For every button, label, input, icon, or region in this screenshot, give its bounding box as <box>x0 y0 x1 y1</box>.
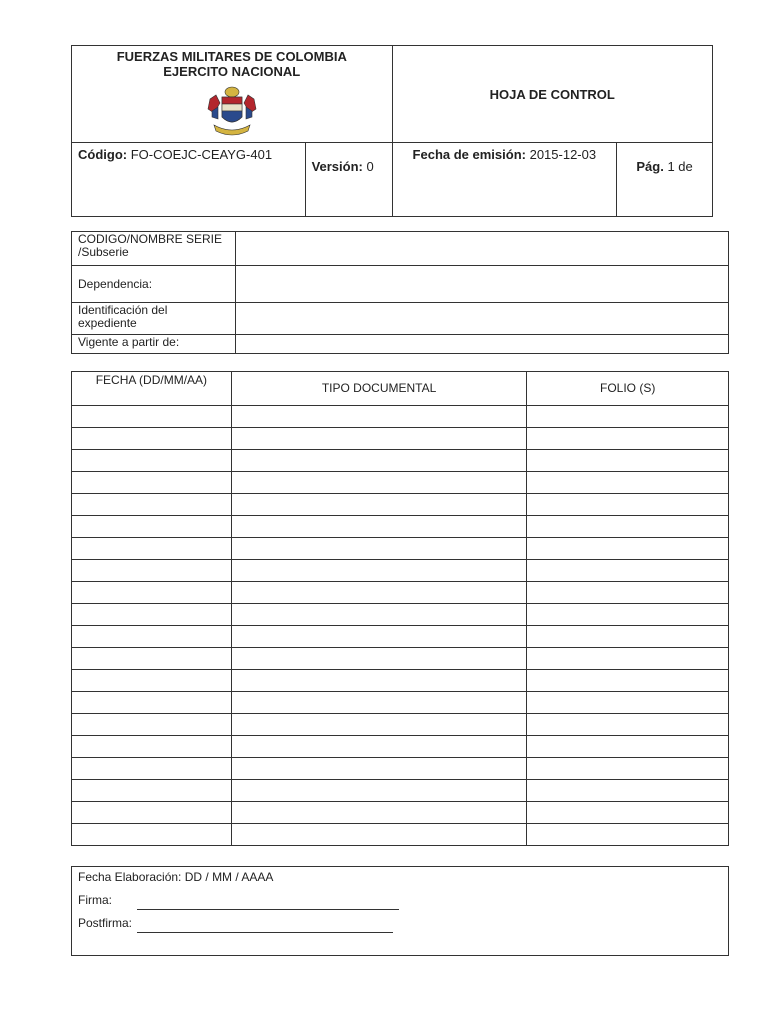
firma-line <box>78 892 722 915</box>
table-row <box>72 670 729 692</box>
tipo-cell[interactable] <box>231 428 527 450</box>
fecha-cell[interactable] <box>72 802 232 824</box>
fecha-emision-value: 2015-12-03 <box>529 147 597 162</box>
fecha-cell[interactable] <box>72 538 232 560</box>
folio-cell[interactable] <box>527 494 729 516</box>
folio-cell[interactable] <box>527 824 729 846</box>
postfirma-label: Postfirma: <box>78 916 133 930</box>
tipo-cell[interactable] <box>231 758 527 780</box>
table-row <box>72 714 729 736</box>
tipo-cell[interactable] <box>231 538 527 560</box>
signature-box <box>71 866 729 956</box>
table-row <box>72 604 729 626</box>
fecha-emision-cell <box>392 143 617 217</box>
col-header-tipo-documental: TIPO DOCUMENTAL <box>231 372 527 406</box>
folio-cell[interactable] <box>527 604 729 626</box>
codigo-cell <box>72 143 306 217</box>
firma-field[interactable] <box>137 892 399 910</box>
table-row <box>72 736 729 758</box>
postfirma-line <box>78 915 722 938</box>
page-value: 1 de <box>667 159 693 174</box>
table-row <box>72 824 729 846</box>
fecha-cell[interactable] <box>72 824 232 846</box>
postfirma-field[interactable] <box>137 915 393 933</box>
tipo-cell[interactable] <box>231 626 527 648</box>
fecha-elaboracion: Fecha Elaboración: DD / MM / AAAA <box>78 870 274 884</box>
tipo-cell[interactable] <box>231 780 527 802</box>
version-value: 0 <box>366 159 374 174</box>
table-row <box>72 516 729 538</box>
info-label-vigente: Vigente a partir de: <box>72 335 236 354</box>
form-header <box>71 45 713 217</box>
folio-cell[interactable] <box>527 626 729 648</box>
folio-cell[interactable] <box>527 670 729 692</box>
folio-cell[interactable] <box>527 692 729 714</box>
tipo-cell[interactable] <box>231 560 527 582</box>
fecha-cell[interactable] <box>72 758 232 780</box>
fecha-cell[interactable] <box>72 582 232 604</box>
fecha-cell[interactable] <box>72 406 232 428</box>
info-value-dependencia[interactable] <box>236 266 729 303</box>
page-cell <box>617 143 713 217</box>
fecha-cell[interactable] <box>72 692 232 714</box>
fecha-cell[interactable] <box>72 714 232 736</box>
folio-cell[interactable] <box>527 516 729 538</box>
tipo-cell[interactable] <box>231 736 527 758</box>
folio-cell[interactable] <box>527 538 729 560</box>
fecha-cell[interactable] <box>72 560 232 582</box>
codigo-label: Código: <box>78 147 128 162</box>
folio-cell[interactable] <box>527 780 729 802</box>
org-name-line1: FUERZAS MILITARES DE COLOMBIA <box>116 49 347 64</box>
document-title: HOJA DE CONTROL <box>392 46 712 143</box>
tipo-cell[interactable] <box>231 692 527 714</box>
table-row <box>72 780 729 802</box>
table-row <box>72 494 729 516</box>
folio-cell[interactable] <box>527 472 729 494</box>
folio-cell[interactable] <box>527 450 729 472</box>
table-row <box>72 648 729 670</box>
folio-cell[interactable] <box>527 648 729 670</box>
table-row <box>72 406 729 428</box>
tipo-cell[interactable] <box>231 714 527 736</box>
version-cell <box>305 143 392 217</box>
folio-cell[interactable] <box>527 714 729 736</box>
coat-of-arms-icon <box>204 85 260 137</box>
info-value-codigo-serie[interactable] <box>236 232 729 266</box>
tipo-cell[interactable] <box>231 516 527 538</box>
tipo-cell[interactable] <box>231 472 527 494</box>
codigo-value: FO-COEJC-CEAYG-401 <box>130 147 273 162</box>
org-name-line2: EJERCITO NACIONAL <box>163 64 301 79</box>
folio-cell[interactable] <box>527 582 729 604</box>
fecha-cell[interactable] <box>72 516 232 538</box>
table-row <box>72 538 729 560</box>
fecha-cell[interactable] <box>72 472 232 494</box>
fecha-cell[interactable] <box>72 780 232 802</box>
version-label: Versión: <box>311 159 363 174</box>
table-row <box>72 802 729 824</box>
fecha-cell[interactable] <box>72 670 232 692</box>
table-row <box>72 582 729 604</box>
tipo-cell[interactable] <box>231 824 527 846</box>
table-row <box>72 692 729 714</box>
table-row <box>72 472 729 494</box>
tipo-cell[interactable] <box>231 802 527 824</box>
info-label-dependencia: Dependencia: <box>72 266 236 303</box>
info-label-identificacion: Identificación del expediente <box>72 303 236 335</box>
folio-cell[interactable] <box>527 428 729 450</box>
tipo-cell[interactable] <box>231 648 527 670</box>
tipo-cell[interactable] <box>231 604 527 626</box>
folio-cell[interactable] <box>527 560 729 582</box>
table-row <box>72 626 729 648</box>
fecha-cell[interactable] <box>72 648 232 670</box>
tipo-cell[interactable] <box>231 406 527 428</box>
folio-cell[interactable] <box>527 802 729 824</box>
table-row <box>72 560 729 582</box>
info-label-codigo-serie: CODIGO/NOMBRE SERIE /Subserie <box>72 232 236 266</box>
fecha-cell[interactable] <box>72 604 232 626</box>
tipo-cell[interactable] <box>231 450 527 472</box>
fecha-cell[interactable] <box>72 494 232 516</box>
folio-cell[interactable] <box>527 736 729 758</box>
fecha-cell[interactable] <box>72 428 232 450</box>
fecha-emision-label: Fecha de emisión: <box>412 147 526 162</box>
page-label: Pág. <box>636 159 664 174</box>
fecha-cell[interactable] <box>72 450 232 472</box>
table-row <box>72 758 729 780</box>
tipo-cell[interactable] <box>231 670 527 692</box>
table-row <box>72 450 729 472</box>
info-value-vigente[interactable] <box>236 335 729 354</box>
folio-cell[interactable] <box>527 758 729 780</box>
table-row <box>72 428 729 450</box>
col-header-folio: FOLIO (S) <box>527 372 729 406</box>
expediente-info-table <box>71 231 729 354</box>
info-value-identificacion[interactable] <box>236 303 729 335</box>
firma-label: Firma: <box>78 893 112 907</box>
organization-cell <box>72 46 393 143</box>
tipo-cell[interactable] <box>231 494 527 516</box>
fecha-cell[interactable] <box>72 736 232 758</box>
col-header-fecha: FECHA (DD/MM/AA) <box>72 372 232 406</box>
tipo-cell[interactable] <box>231 582 527 604</box>
folio-cell[interactable] <box>527 406 729 428</box>
fecha-cell[interactable] <box>72 626 232 648</box>
documents-table <box>71 371 729 846</box>
